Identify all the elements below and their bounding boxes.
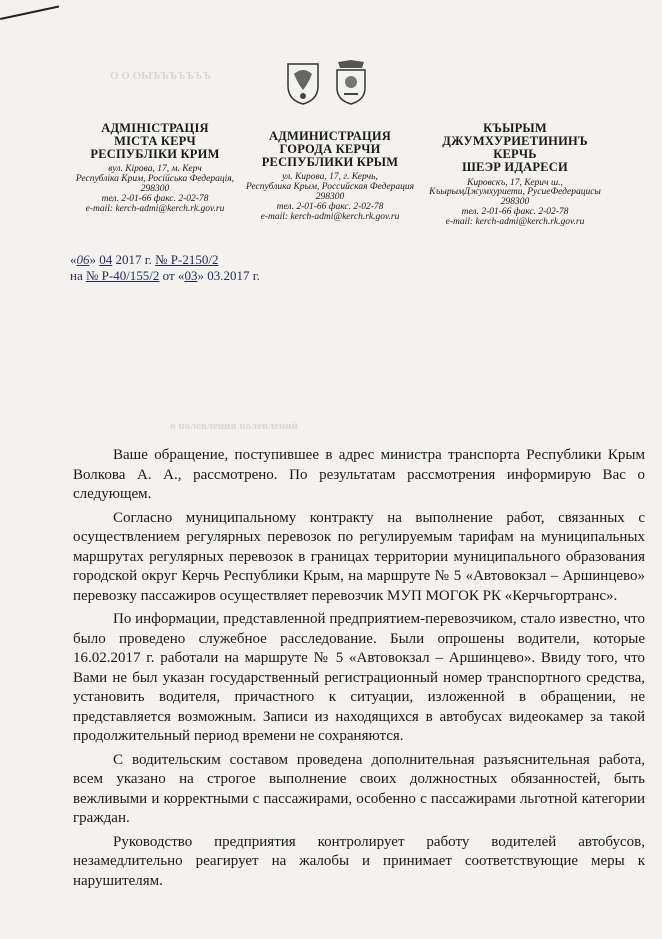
ref-month: 04 bbox=[99, 252, 113, 267]
header-title-line: РЕСПУБЛІКИ КРИМ bbox=[90, 147, 220, 162]
body-paragraph: Ваше обращение, поступившее в адрес министра транспорта Республики Крым Волкова А. А., рассмотрено. По результатам рассмотрения информирую Вас о следующем. bbox=[73, 447, 645, 502]
incoming-reference bbox=[70, 268, 260, 284]
header-contact-line: e-mail: kerch-admi@kerch.rk.gov.ru bbox=[260, 212, 400, 223]
header-address-line: Кировскъ, 17, Керич ш., bbox=[467, 177, 563, 188]
header-crimean-tatar bbox=[420, 122, 610, 228]
header-title-line: АДМІНІСТРАЦІЯ bbox=[101, 121, 209, 135]
body-paragraph: По информации, представленной предприятием-перевозчиком, стало известно, что было проведено служебное расследование. Были опрошены водители, которые 16.02.2017 г. работали на маршруте № 5 «Автовокзал – Аршинцево». Ввиду того, что Вами не был указан государственный регистрационный номер транспортного средства, установить водителя, причастного к ситуации, изложенной в обращении, не представляется возможным. Записи из находящихся в автобусах видеокамер за такой продолжительный период времени не сохраняются. bbox=[73, 611, 645, 744]
header-title-line: МІСТА КЕРЧ bbox=[114, 134, 196, 149]
outgoing-reference: «06» 04 2017 г. № Р-2150/2 bbox=[70, 252, 219, 267]
body-paragraph: Согласно муниципальному контракту на выполнение работ, связанных с осуществлением регулярных перевозок по регулируемым тарифам на муниципальных маршрутах регулярных перевозок в границах территории муниципального образования городской округ Керчь Республики Крым, на маршруте № 5 «Автовокзал – Аршинцево» перевозку пассажиров осуществляет перевозчик МУП МОГОК РК «Керчьгортранс». bbox=[73, 509, 645, 604]
header-address-line: 298300 bbox=[500, 197, 530, 208]
bleed-through-text: о полевления полевлений bbox=[170, 420, 298, 432]
header-contact-line: тел. 2-01-66 факс. 2-02-78 bbox=[276, 202, 384, 213]
ref-day: 06 bbox=[76, 252, 90, 267]
ref-rest: » 03.2017 г. bbox=[197, 268, 260, 283]
header-ukrainian bbox=[60, 122, 250, 215]
header-title-line: ГОРОДА КЕРЧИ bbox=[279, 142, 381, 157]
crimea-coat-of-arms-icon bbox=[284, 60, 322, 106]
header-address-line: ул. Кирова, 17, г. Керчь, bbox=[282, 172, 378, 183]
header-title-line: КЪЫРЫМ bbox=[483, 121, 547, 135]
header-contact-line: e-mail: kerch-admi@kerch.rk.gov.ru bbox=[85, 204, 225, 215]
body-paragraph: С водительским составом проведена дополнительная разъяснительная работа, всем указано на строгое выполнение своих должностных обязанностей, быть вежливыми и корректными с пассажирами, особенно с пассажирами льготной категории граждан. bbox=[73, 751, 645, 826]
letter-body bbox=[73, 446, 645, 895]
ref-from: от « bbox=[162, 268, 185, 283]
header-address-line: 298300 bbox=[315, 192, 345, 203]
corner-pen-mark bbox=[0, 6, 63, 38]
header-russian bbox=[240, 130, 420, 223]
ref-day: 03 bbox=[184, 268, 198, 283]
ref-prefix: на bbox=[70, 268, 83, 283]
header-address-line: КъырымДжумхуриети, РусиеФедерацисы bbox=[429, 187, 601, 198]
header-title-line: ШЕЭР ИДАРЕСИ bbox=[462, 160, 568, 175]
kerch-coat-of-arms-icon bbox=[332, 60, 370, 106]
header-contact-line: e-mail: kerch-admi@kerch.rk.gov.ru bbox=[445, 217, 585, 228]
header-title-line: ДЖУМХУРИЕТИНИНЪ КЕРЧЬ bbox=[442, 134, 588, 162]
header-address-line: Республика Крым, Российская Федерация bbox=[245, 182, 415, 193]
bleed-through-text: О О ОЫЪЪЪЪЪЪЪ bbox=[110, 70, 211, 82]
header-address-line: Республіка Крим, Російська Федерація, bbox=[75, 174, 235, 185]
header-contact-line: тел. 2-01-66 факс. 2-02-78 bbox=[101, 194, 209, 205]
ref-year: 2017 г. bbox=[115, 252, 152, 267]
header-title-line: АДМИНИСТРАЦИЯ bbox=[268, 129, 392, 143]
header-contact-line: тел. 2-01-66 факс. 2-02-78 bbox=[461, 207, 569, 218]
body-paragraph: Руководство предприятия контролирует работу водителей автобусов, незамедлительно реагирует на жалобы и принимает соответствующие меры к нарушителям. bbox=[73, 833, 645, 889]
ref-number: № Р-40/155/2 bbox=[85, 268, 160, 283]
header-address-line: вул. Кірова, 17, м. Керч bbox=[108, 164, 202, 175]
header-title-line: РЕСПУБЛИКИ КРЫМ bbox=[261, 155, 399, 170]
header-address-line: 298300 bbox=[140, 184, 170, 195]
ref-number: № Р-2150/2 bbox=[155, 252, 219, 267]
